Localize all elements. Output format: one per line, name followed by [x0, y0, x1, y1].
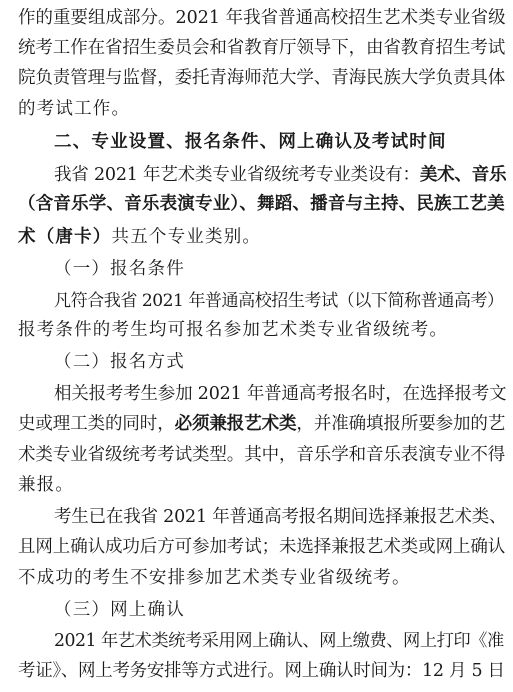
text-line — [54, 596, 185, 624]
text-line — [54, 380, 506, 408]
bold-text-segment: 二、专业设置、报名条件、网上确认及考试时间 — [54, 132, 447, 152]
text-line — [54, 255, 185, 283]
text-line — [54, 161, 506, 189]
bold-text-segment: 术（唐卡） — [18, 227, 112, 247]
text-segment: （一）报名条件 — [54, 259, 185, 279]
bold-text-segment: （含音乐学、音乐表演专业）、舞蹈、播音与主持、民族工艺美 — [18, 194, 505, 214]
text-segment: 且网上确认成功后方可参加考试；未选择兼报艺术类或网上确认 — [18, 537, 506, 557]
text-segment: 2021 年艺术类统考采用网上确认、网上缴费、网上打印《准 — [54, 631, 504, 651]
text-line — [18, 95, 130, 123]
text-line — [18, 533, 505, 561]
text-segment: 的考试工作。 — [18, 99, 131, 119]
text-segment: 考证》、网上考务安排等方式进行。网上确认时间为：12 月 5 日 — [18, 661, 505, 681]
text-line — [18, 471, 74, 499]
text-segment: 统考工作在省招生委员会和省教育厅领导下，由省教育招生考试 — [18, 38, 506, 58]
text-line — [18, 64, 505, 92]
text-segment: 共五个专业类别。 — [111, 227, 262, 247]
text-segment: 史或理工类的同时， — [18, 414, 175, 434]
text-segment: 不成功的考生不安排参加艺术类专业省级统考。 — [18, 568, 411, 588]
text-segment: 相关报考考生参加 2021 年普通高考报名时，在选择报考文 — [54, 384, 507, 404]
text-segment: 兼报。 — [18, 475, 75, 495]
text-line — [54, 348, 185, 376]
text-segment: 院负责管理与监督，委托青海师范大学、青海民族大学负责具体 — [18, 68, 506, 88]
text-line — [54, 287, 504, 315]
text-line — [18, 657, 505, 685]
text-segment: 考生已在我省 2021 年普通高考报名期间选择兼报艺术类、 — [54, 507, 507, 527]
text-line — [18, 441, 505, 469]
text-segment: ，并准确填报所要参加的艺 — [296, 414, 506, 434]
text-line — [54, 128, 447, 156]
text-segment: （二）报名方式 — [54, 352, 185, 372]
text-segment: 我省 2021 年艺术类专业省级统考专业类设有： — [54, 165, 420, 185]
text-line — [18, 564, 411, 592]
bold-text-segment: 必须兼报艺术类 — [174, 414, 297, 434]
bold-text-segment: 美术、音乐 — [419, 165, 507, 185]
text-segment: （三）网上确认 — [54, 600, 185, 620]
text-segment: 术类专业省级统考考试类型。其中，音乐学和音乐表演专业不得 — [18, 445, 506, 465]
text-line — [18, 190, 505, 218]
text-line — [18, 223, 261, 251]
text-line — [18, 316, 448, 344]
text-segment: 作的重要组成部分。2021 年我省普通高校招生艺术类专业省级 — [18, 8, 506, 28]
text-line — [54, 503, 506, 531]
text-segment: 报考条件的考生均可报名参加艺术类专业省级统考。 — [18, 320, 449, 340]
text-line — [18, 4, 506, 32]
text-line — [18, 410, 505, 438]
text-line — [18, 34, 505, 62]
text-segment: 凡符合我省 2021 年普通高校招生考试（以下简称普通高考） — [54, 291, 504, 311]
text-line — [54, 627, 504, 655]
